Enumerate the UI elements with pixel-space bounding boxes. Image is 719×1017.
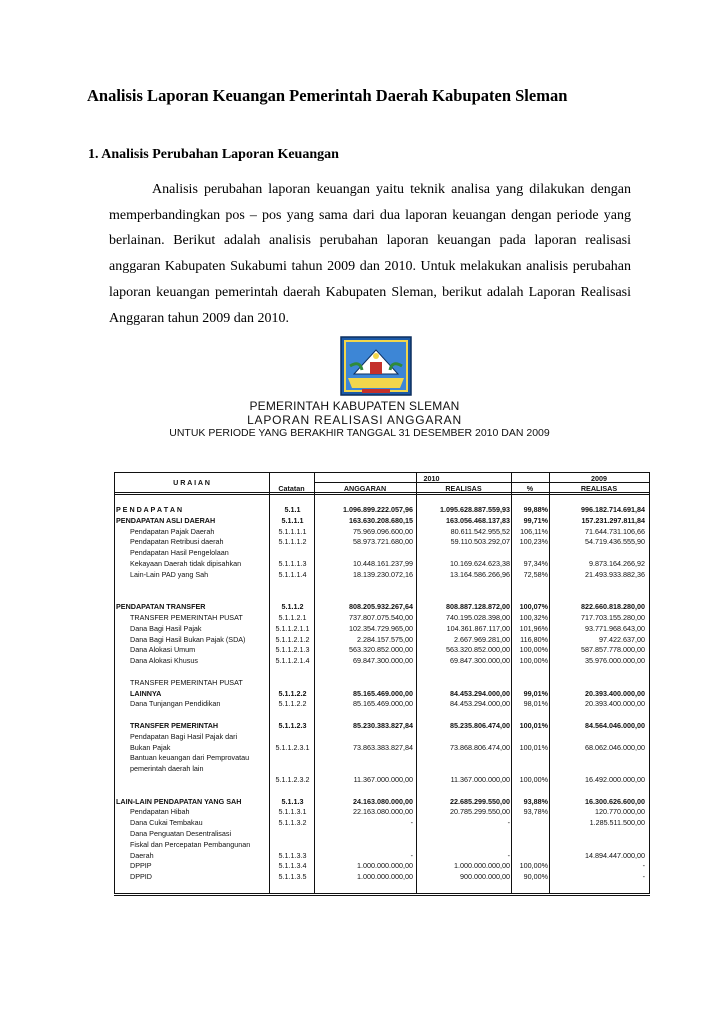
row-percent: 100,07% xyxy=(519,602,548,612)
row-uraian: Dana Penguatan Desentralisasi xyxy=(130,829,232,838)
table-row xyxy=(114,851,650,860)
row-catatan: 5.1.1.2.2 xyxy=(278,688,307,698)
row-uraian: TRANSFER PEMERINTAH PUSAT xyxy=(130,613,243,622)
row-catatan: 5.1.1.3.4 xyxy=(278,861,307,871)
table-row xyxy=(114,861,650,870)
row-realisasi-2009: 587.857.778.000,00 xyxy=(581,645,645,655)
row-catatan: 5.1.1.2.2 xyxy=(278,699,307,709)
row-realisasi-2009: 9.873.164.266,92 xyxy=(589,559,645,568)
row-realisasi-2009: 20.393.400.000,00 xyxy=(585,699,645,709)
sleman-regency-emblem-icon xyxy=(340,336,412,396)
table-row xyxy=(114,645,650,654)
row-uraian: TRANSFER PEMERINTAH PUSAT xyxy=(130,677,243,687)
row-catatan: 5.1.1.2.3 xyxy=(278,721,307,730)
row-uraian: Lain-Lain PAD yang Sah xyxy=(130,569,209,579)
table-row xyxy=(114,613,650,622)
row-uraian: Dana Bagi Hasil Bukan Pajak (SDA) xyxy=(130,634,246,644)
col-header-2009: 2009 xyxy=(591,474,607,483)
row-anggaran: 24.163.080.000,00 xyxy=(353,796,413,806)
table-row xyxy=(114,591,650,600)
row-realisasi-2009: - xyxy=(642,872,645,882)
table-row xyxy=(114,656,650,665)
row-uraian: Dana Cukai Tembakau xyxy=(130,818,203,828)
row-realisasi: 69.847.300.000,00 xyxy=(450,656,510,666)
row-percent: 72,58% xyxy=(523,569,548,579)
row-percent: 100,01% xyxy=(519,742,548,752)
row-realisasi-2009: 93.771.968.643,00 xyxy=(585,623,645,633)
row-catatan: 5.1.1.1.3 xyxy=(278,559,307,568)
row-catatan: 5.1.1.1 xyxy=(281,515,304,525)
page-title: Analisis Laporan Keuangan Pemerintah Daerah Kabupaten Sleman xyxy=(87,86,568,105)
row-catatan: 5.1.1.1.2 xyxy=(278,537,307,547)
table-row xyxy=(114,775,650,784)
row-percent: 97,34% xyxy=(523,559,548,568)
row-percent: 100,00% xyxy=(519,656,548,666)
row-anggaran: 75.969.096.600,00 xyxy=(353,526,413,536)
row-catatan: 5.1.1.3.2 xyxy=(278,818,307,828)
budget-realization-table xyxy=(114,472,650,894)
row-realisasi-2009: 16.300.626.600,00 xyxy=(585,796,645,806)
row-anggaran: 85.165.469.000,00 xyxy=(353,699,413,709)
row-percent: 100,23% xyxy=(519,537,548,547)
row-catatan: 5.1.1.2.1 xyxy=(278,613,307,622)
row-catatan: 5.1.1.2.1.1 xyxy=(275,623,310,633)
row-realisasi-2009: - xyxy=(642,861,645,871)
row-anggaran: 69.847.300.000,00 xyxy=(353,656,413,666)
row-realisasi-2009: 16.492.000.000,00 xyxy=(585,775,645,784)
row-realisasi-2009: 20.393.400.000,00 xyxy=(585,688,645,698)
row-catatan: 5.1.1.2 xyxy=(281,602,304,612)
row-percent: 100,00% xyxy=(519,861,548,871)
row-anggaran: 85.165.469.000,00 xyxy=(353,688,413,698)
row-catatan: 5.1.1 xyxy=(284,505,301,514)
table-row xyxy=(114,624,650,633)
row-anggaran: 1.000.000.000,00 xyxy=(357,861,413,871)
row-realisasi: 563.320.852.000,00 xyxy=(446,645,510,655)
report-header-government: PEMERINTAH KABUPATEN SLEMAN xyxy=(249,399,460,413)
row-realisasi: - xyxy=(507,818,510,828)
report-header-title: LAPORAN REALISASI ANGGARAN xyxy=(247,413,462,427)
row-uraian: pemerintah daerah lain xyxy=(130,764,204,774)
row-percent: 100,00% xyxy=(519,775,548,784)
row-uraian: Daerah xyxy=(130,850,154,860)
row-anggaran: 22.163.080.000,00 xyxy=(353,807,413,817)
row-anggaran: 1.096.899.222.057,96 xyxy=(343,505,413,514)
row-realisasi-2009: 822.660.818.280,00 xyxy=(581,602,645,612)
table-row xyxy=(114,840,650,849)
row-percent: 100,00% xyxy=(519,645,548,655)
row-uraian: TRANSFER PEMERINTAH xyxy=(130,721,219,730)
row-uraian: LAINNYA xyxy=(130,688,162,698)
row-realisasi-2009: 1.285.511.500,00 xyxy=(589,818,645,828)
row-percent: 93,88% xyxy=(523,796,548,806)
row-uraian: Pendapatan Pajak Daerah xyxy=(130,526,215,536)
row-realisasi: 80.611.542.955,52 xyxy=(450,526,510,536)
table-row xyxy=(114,559,650,568)
table-row xyxy=(114,732,650,741)
row-realisasi: 59.110.503.292,07 xyxy=(450,537,510,547)
row-anggaran: - xyxy=(410,850,413,860)
row-percent: 90,00% xyxy=(523,872,548,882)
row-uraian: PENDAPATAN TRANSFER xyxy=(116,602,206,612)
table-row xyxy=(114,516,650,525)
row-realisasi: 104.361.867.117,00 xyxy=(446,623,510,633)
row-anggaran: 11.367.000.000,00 xyxy=(353,775,413,784)
row-anggaran: 102.354.729.965,00 xyxy=(349,623,413,633)
table-row xyxy=(114,721,650,730)
table-row xyxy=(114,818,650,827)
row-realisasi: 73.868.806.474,00 xyxy=(450,742,510,752)
row-realisasi-2009: 97.422.637,00 xyxy=(599,634,645,644)
row-anggaran: 1.000.000.000,00 xyxy=(357,872,413,882)
table-row xyxy=(114,537,650,546)
row-catatan: 5.1.1.1.4 xyxy=(278,569,307,579)
row-catatan: 5.1.1.2.1.4 xyxy=(275,656,310,666)
row-realisasi: 13.164.586.266,96 xyxy=(450,569,510,579)
row-catatan: 5.1.1.2.1.3 xyxy=(275,645,310,655)
table-row xyxy=(114,581,650,590)
col-header-uraian: U R A I A N xyxy=(173,478,210,487)
col-header-percent: % xyxy=(526,484,534,493)
row-realisasi-2009: 120.770.000,00 xyxy=(595,807,645,817)
col-header-2010: 2010 xyxy=(423,474,440,483)
report-header-period: UNTUK PERIODE YANG BERAKHIR TANGGAL 31 DESEMBER 2010 DAN 2009 xyxy=(169,427,550,439)
row-realisasi: 20.785.299.550,00 xyxy=(450,807,510,817)
row-uraian: Pendapatan Hasil Pengelolaan xyxy=(130,548,229,558)
row-realisasi-2009: 14.894.447.000,00 xyxy=(585,850,645,860)
table-row xyxy=(114,753,650,762)
row-uraian: Bantuan keuangan dari Pemprovatau xyxy=(130,753,250,763)
row-uraian: Dana Bagi Hasil Pajak xyxy=(130,623,202,633)
row-catatan: 5.1.1.2.3.2 xyxy=(275,775,310,784)
row-percent: 99,88% xyxy=(523,505,548,514)
row-anggaran: 73.863.383.827,84 xyxy=(353,742,413,752)
table-row xyxy=(114,689,650,698)
row-uraian: Pendapatan Hibah xyxy=(130,807,190,817)
row-percent: 93,78% xyxy=(523,807,548,817)
table-row xyxy=(114,743,650,752)
row-uraian: DPPID xyxy=(130,872,152,882)
col-header-anggaran: ANGGARAN xyxy=(343,484,387,493)
table-row xyxy=(114,786,650,795)
row-catatan: 5.1.1.2.1.2 xyxy=(275,634,310,644)
row-anggaran: 85.230.383.827,84 xyxy=(353,721,413,730)
row-realisasi: 2.667.969.281,00 xyxy=(454,634,510,644)
row-anggaran: 563.320.852.000,00 xyxy=(349,645,413,655)
table-row xyxy=(114,710,650,719)
row-percent: 106,11% xyxy=(520,526,548,536)
row-uraian: Fiskal dan Percepatan Pembangunan xyxy=(130,839,251,849)
table-row xyxy=(114,678,650,687)
row-uraian: Bukan Pajak xyxy=(130,742,171,752)
table-row xyxy=(114,602,650,611)
row-realisasi-2009: 54.719.436.555,90 xyxy=(585,537,645,547)
row-realisasi: 10.169.624.623,38 xyxy=(450,559,510,568)
row-realisasi: - xyxy=(507,850,510,860)
row-realisasi: 1.095.628.887.559,93 xyxy=(440,505,510,514)
row-realisasi: 11.367.000.000,00 xyxy=(450,775,510,784)
row-uraian: Pendapatan Bagi Hasil Pajak dari xyxy=(130,731,238,741)
row-realisasi: 900.000.000,00 xyxy=(460,872,510,882)
row-anggaran: 18.139.230.072,16 xyxy=(353,569,413,579)
row-uraian: P E N D A P A T A N xyxy=(116,505,183,514)
row-anggaran: 10.448.161.237,99 xyxy=(353,559,413,568)
row-uraian: Pendapatan Retribusi daerah xyxy=(130,537,224,547)
table-row xyxy=(114,527,650,536)
col-header-realisasi-2009: REALISAS xyxy=(580,484,618,493)
row-realisasi-2009: 996.182.714.691,84 xyxy=(581,505,645,514)
row-catatan: 5.1.1.3.3 xyxy=(278,850,307,860)
row-realisasi-2009: 68.062.046.000,00 xyxy=(585,742,645,752)
row-realisasi: 740.195.028.398,00 xyxy=(446,613,510,622)
row-anggaran: 2.284.157.575,00 xyxy=(357,634,413,644)
row-anggaran: 808.205.932.267,64 xyxy=(349,602,413,612)
row-uraian: Dana Alokasi Khusus xyxy=(130,656,198,666)
row-realisasi-2009: 84.564.046.000,00 xyxy=(585,721,645,730)
row-percent: 98,01% xyxy=(523,699,548,709)
row-uraian: Dana Tunjangan Pendidikan xyxy=(130,699,221,709)
table-row xyxy=(114,797,650,806)
row-uraian: DPPIP xyxy=(130,861,152,871)
row-catatan: 5.1.1.3.1 xyxy=(278,807,307,817)
row-realisasi-2009: 21.493.933.882,36 xyxy=(585,569,645,579)
table-row xyxy=(114,829,650,838)
table-row xyxy=(114,548,650,557)
table-row xyxy=(114,807,650,816)
row-anggaran: 163.630.208.680,15 xyxy=(349,515,413,525)
section-title: 1. Analisis Perubahan Laporan Keuangan xyxy=(88,147,339,162)
row-realisasi: 1.000.000.000,00 xyxy=(454,861,510,871)
row-percent: 100,32% xyxy=(519,613,548,622)
row-realisasi-2009: 71.644.731.106,66 xyxy=(585,526,645,536)
row-catatan: 5.1.1.1.1 xyxy=(278,526,307,536)
row-anggaran: - xyxy=(410,818,413,828)
row-realisasi-2009: 157.231.297.811,84 xyxy=(581,515,645,525)
row-realisasi: 163.056.468.137,83 xyxy=(446,515,510,525)
row-percent: 116,80% xyxy=(520,634,548,644)
row-catatan: 5.1.1.3 xyxy=(281,796,304,806)
row-realisasi: 22.685.299.550,00 xyxy=(450,796,510,806)
table-row xyxy=(114,872,650,881)
row-percent: 101,96% xyxy=(519,623,548,633)
col-header-catatan: Catatan xyxy=(278,484,305,493)
table-row xyxy=(114,570,650,579)
row-realisasi-2009: 35.976.000.000,00 xyxy=(585,656,645,666)
row-catatan: 5.1.1.3.5 xyxy=(278,872,307,882)
table-row xyxy=(114,667,650,676)
row-percent: 99,01% xyxy=(523,688,548,698)
row-realisasi-2009: 717.703.155.280,00 xyxy=(581,613,645,622)
row-uraian: Dana Alokasi Umum xyxy=(130,645,196,655)
table-row xyxy=(114,635,650,644)
row-realisasi: 808.887.128.872,00 xyxy=(446,602,510,612)
table-row xyxy=(114,699,650,708)
table-row xyxy=(114,764,650,773)
row-percent: 100,01% xyxy=(519,721,548,730)
table-row xyxy=(114,505,650,514)
row-uraian: Kekayaan Daerah tidak dipisahkan xyxy=(130,559,242,568)
row-realisasi: 84.453.294.000,00 xyxy=(450,688,510,698)
row-catatan: 5.1.1.2.3.1 xyxy=(275,742,310,752)
row-uraian: LAIN-LAIN PENDAPATAN YANG SAH xyxy=(116,796,242,806)
row-percent: 99,71% xyxy=(523,515,548,525)
row-realisasi: 84.453.294.000,00 xyxy=(450,699,510,709)
row-realisasi: 85.235.806.474,00 xyxy=(450,721,510,730)
row-anggaran: 58.973.721.680,00 xyxy=(353,537,413,547)
intro-paragraph: Analisis perubahan laporan keuangan yaitu teknik analisa yang dilakukan dengan memperbandingkan pos – pos yang sama dari dua laporan keuangan dengan periode yang berlainan. Berikut adalah analisis perubahan laporan keuangan pada laporan realisasi anggaran Kabupaten Sukabumi tahun 2009 dan 2010. Untuk melakukan analisis perubahan laporan keuangan pemerintah daerah Kabupaten Sleman, berikut adalah Laporan Realisasi Anggaran tahun 2009 dan 2010. xyxy=(109,182,631,326)
col-header-realisasi: REALISAS xyxy=(445,484,482,493)
row-anggaran: 737.807.075.540,00 xyxy=(349,613,413,622)
row-uraian: PENDAPATAN ASLI DAERAH xyxy=(116,515,216,525)
